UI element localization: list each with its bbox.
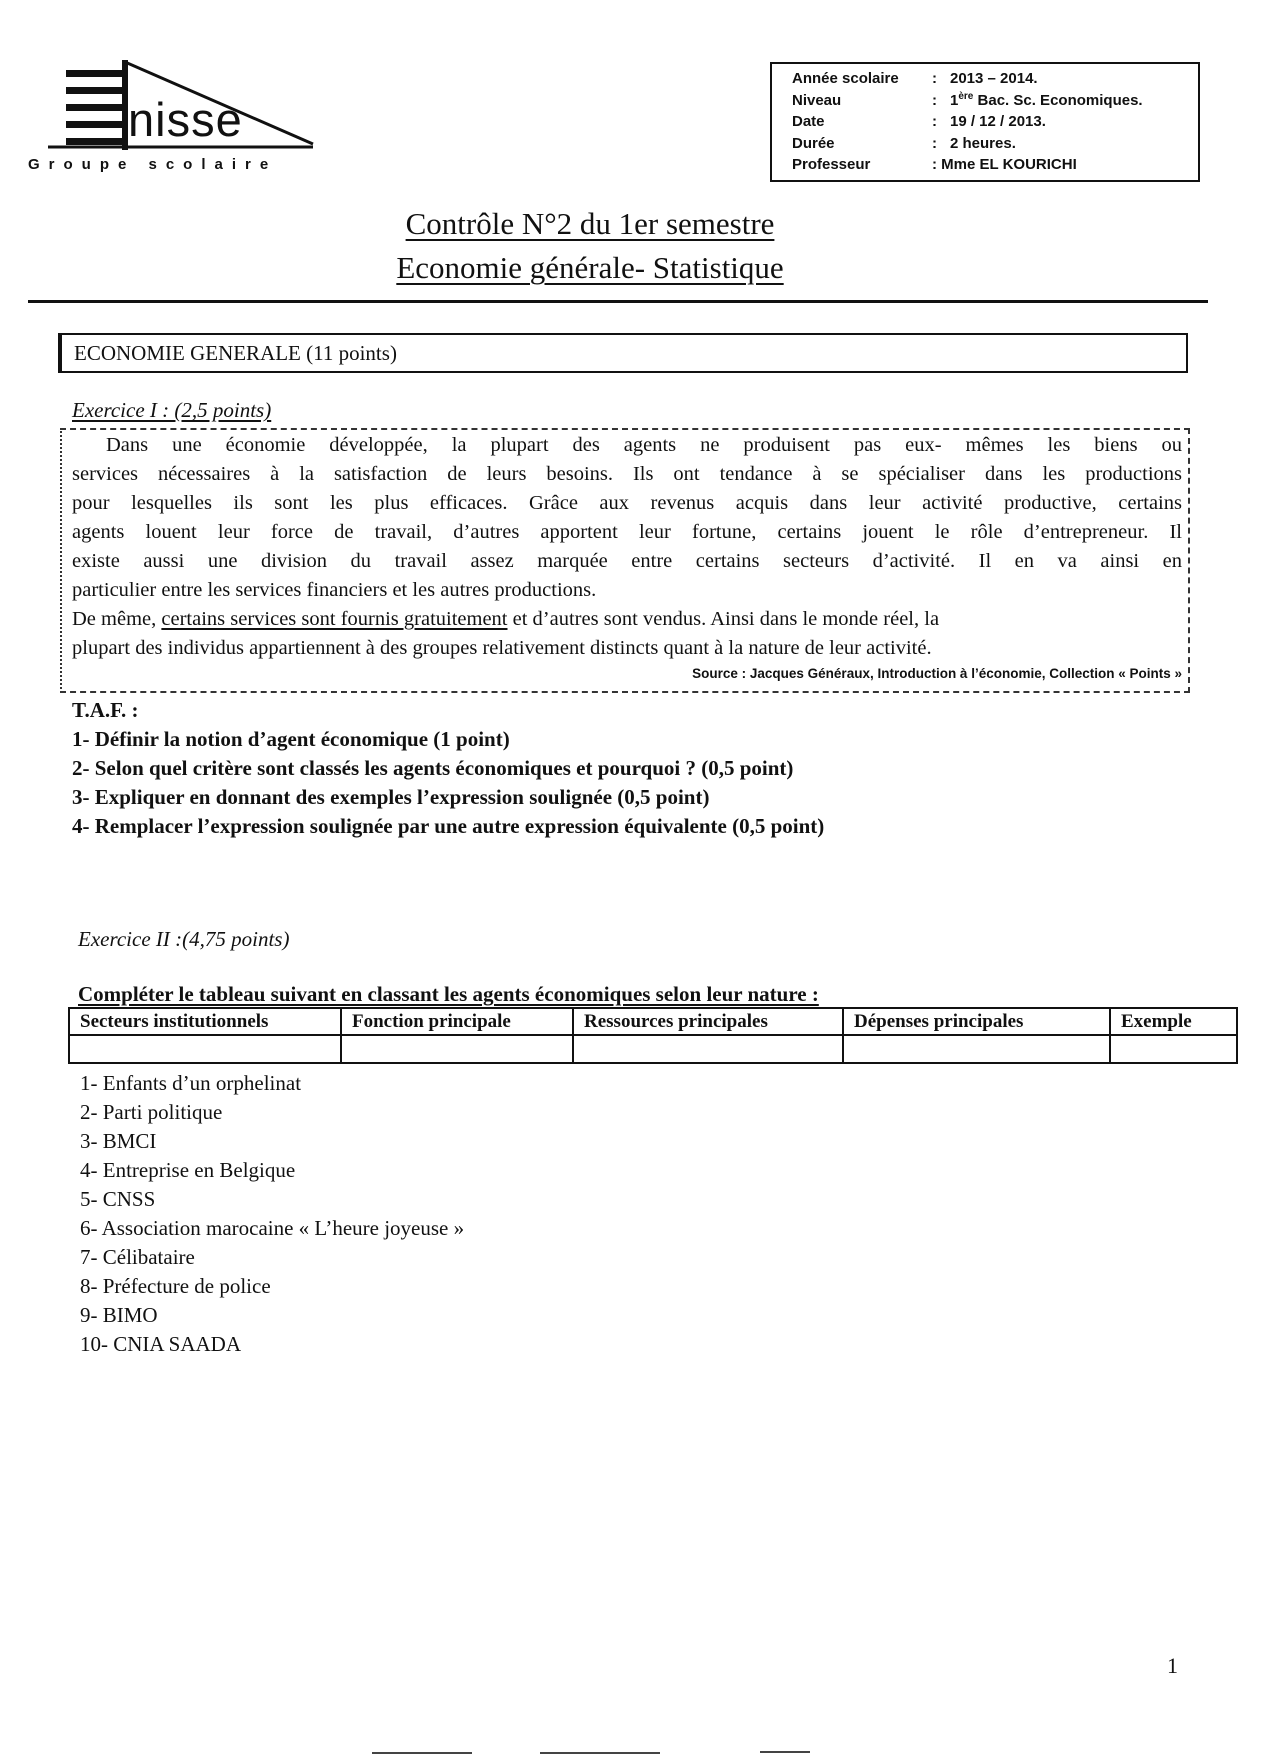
table-header: Exemple xyxy=(1110,1008,1237,1035)
list-item: 1- Enfants d’un orphelinat xyxy=(80,1071,302,1095)
table-cell xyxy=(1110,1035,1237,1063)
scan-artifact xyxy=(372,1752,472,1754)
logo-wordmark: nisse xyxy=(128,93,243,146)
question-3: 3- Expliquer en donnant des exemples l’expression soulignée (0,5 point) xyxy=(72,785,710,809)
exercise-1-title: Exercice I : (2,5 points) xyxy=(72,398,272,422)
list-item: 7- Célibataire xyxy=(80,1245,195,1269)
text-line-with-underline: De même, certains services sont fournis gratuitement et d’autres sont vendus. Ainsi dans le monde réel, la xyxy=(72,608,940,630)
table-header: Dépenses principales xyxy=(843,1008,1110,1035)
info-row-teacher: Professeur : Mme EL KOURICHI xyxy=(792,156,1077,173)
logo-subtitle: Groupe scolaire xyxy=(28,156,278,173)
exam-info-box xyxy=(770,62,1200,182)
text-line: pour lesquelles ils sont les plus efficaces. Grâce aux revenus acquis dans leur activité productive, certains xyxy=(72,492,1182,514)
text-line: plupart des individus appartiennent à des groupes relativement distincts quant à la nature de leur activité. xyxy=(72,637,932,659)
exam-title: Contrôle N°2 du 1er semestre xyxy=(405,206,775,241)
school-logo xyxy=(28,56,328,181)
text-line: services nécessaires à la satisfaction de leurs besoins. Ils ont tendance à se spécialiser dans les productions xyxy=(72,463,1182,485)
exercise-1-text xyxy=(60,428,1190,693)
list-item: 4- Entreprise en Belgique xyxy=(80,1158,296,1182)
table-instruction: Compléter le tableau suivant en classant les agents économiques selon leur nature : xyxy=(78,982,819,1006)
table-cell xyxy=(843,1035,1110,1063)
title-divider xyxy=(28,300,1208,303)
question-2: 2- Selon quel critère sont classés les agents économiques et pourquoi ? (0,5 point) xyxy=(72,756,794,780)
scan-artifact xyxy=(760,1751,810,1753)
list-item: 9- BIMO xyxy=(80,1303,158,1327)
info-row-year: Année scolaire : 2013 – 2014. xyxy=(792,70,1038,87)
exercise-2-title: Exercice II :(4,75 points) xyxy=(78,927,290,951)
scan-artifact xyxy=(540,1752,660,1754)
list-item: 5- CNSS xyxy=(80,1187,156,1211)
underlined-expression: certains services sont fournis gratuitement xyxy=(161,608,508,630)
table-header: Secteurs institutionnels xyxy=(69,1008,341,1035)
question-1: 1- Définir la notion d’agent économique (1 point) xyxy=(72,727,510,751)
table-cell xyxy=(341,1035,573,1063)
text-line: existe aussi une division du travail assez marquée entre certains secteurs d’activité. Il en va ainsi en xyxy=(72,550,1182,572)
table-header-row xyxy=(69,1008,1237,1035)
table-row xyxy=(69,1035,1237,1063)
list-item: 2- Parti politique xyxy=(80,1100,223,1124)
table-cell xyxy=(69,1035,341,1063)
list-item: 8- Préfecture de police xyxy=(80,1274,271,1298)
text-source: Source : Jacques Généraux, Introduction à l’économie, Collection « Points » xyxy=(692,666,1182,681)
agents-table xyxy=(68,1007,1238,1064)
list-item: 10- CNIA SAADA xyxy=(80,1332,242,1356)
table-cell xyxy=(573,1035,843,1063)
section-header: ECONOMIE GENERALE (11 points) xyxy=(58,333,1188,373)
table-header: Fonction principale xyxy=(341,1008,573,1035)
text-line: particulier entre les services financiers et les autres productions. xyxy=(72,579,597,601)
question-4: 4- Remplacer l’expression soulignée par une autre expression équivalente (0,5 point) xyxy=(72,814,825,838)
list-item: 6- Association marocaine « L’heure joyeuse » xyxy=(80,1216,465,1240)
table-header: Ressources principales xyxy=(573,1008,843,1035)
page-number: 1 xyxy=(1167,1653,1178,1678)
exam-subtitle: Economie générale- Statistique xyxy=(396,250,784,285)
info-row-level: Niveau : 1ère Bac. Sc. Economiques. xyxy=(792,91,1143,109)
text-line: Dans une économie développée, la plupart des agents ne produisent pas eux- mêmes les biens ou xyxy=(106,434,1182,456)
taf-label: T.A.F. : xyxy=(72,698,139,722)
info-row-duration: Durée : 2 heures. xyxy=(792,135,1016,152)
info-row-date: Date : 19 / 12 / 2013. xyxy=(792,113,1046,130)
text-line: agents louent leur force de travail, d’autres apportent leur fortune, certains jouent le rôle d’entrepreneur. Il xyxy=(72,521,1182,543)
list-item: 3- BMCI xyxy=(80,1129,157,1153)
